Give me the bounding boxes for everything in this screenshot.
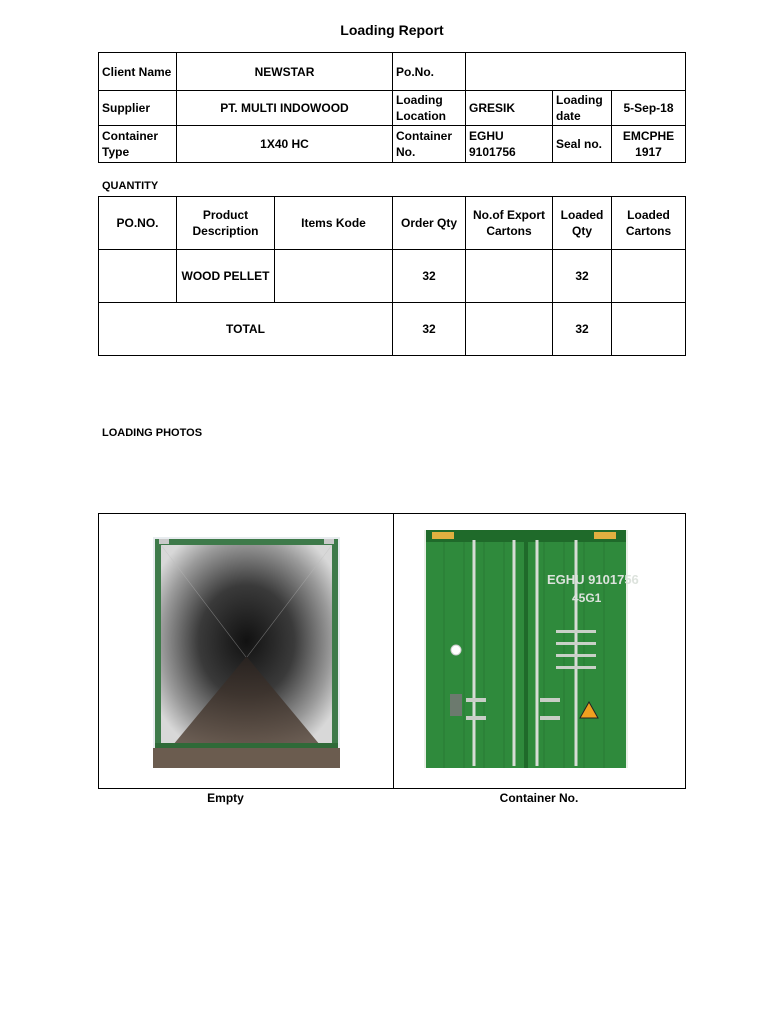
container-type-label: Container Type xyxy=(99,126,177,163)
row-product: WOOD PELLET xyxy=(177,250,275,303)
header-po-no: PO.NO. xyxy=(99,197,177,250)
header-loaded-qty: Loaded Qty xyxy=(553,197,612,250)
row-order-qty: 32 xyxy=(393,250,466,303)
container-marking-code: 45G1 xyxy=(572,591,602,605)
total-loaded-qty: 32 xyxy=(553,303,612,356)
supplier-label: Supplier xyxy=(99,91,177,126)
row-items-kode xyxy=(275,250,393,303)
header-export-cartons: No.of Export Cartons xyxy=(466,197,553,250)
container-no-label: Container No. xyxy=(393,126,466,163)
quantity-section-label: QUANTITY xyxy=(102,180,159,192)
loading-date-label: Loading date xyxy=(553,91,612,126)
client-name-value: NEWSTAR xyxy=(177,53,393,91)
container-marking-number: EGHU 9101756 xyxy=(547,572,639,587)
seal-no-label: Seal no. xyxy=(553,126,612,163)
quantity-table xyxy=(98,196,686,356)
loading-date-value: 5-Sep-18 xyxy=(612,91,686,126)
row-loaded-cartons xyxy=(612,250,686,303)
po-no-label: Po.No. xyxy=(393,53,466,91)
container-no-caption: Container No. xyxy=(499,791,579,805)
header-order-qty: Order Qty xyxy=(393,197,466,250)
loading-photos-label: LOADING PHOTOS xyxy=(102,427,203,439)
info-table xyxy=(98,52,686,163)
header-loaded-cartons: Loaded Cartons xyxy=(612,197,686,250)
supplier-value: PT. MULTI INDOWOOD xyxy=(177,91,393,126)
total-label: TOTAL xyxy=(99,303,393,356)
po-no-value xyxy=(466,53,686,91)
container-no-value: EGHU 9101756 xyxy=(466,126,553,163)
loading-location-label: Loading Location xyxy=(393,91,466,126)
total-loaded-cartons xyxy=(612,303,686,356)
header-product-description: Product Description xyxy=(177,197,275,250)
total-order-qty: 32 xyxy=(393,303,466,356)
header-items-kode: Items Kode xyxy=(275,197,393,250)
container-type-value: 1X40 HC xyxy=(177,126,393,163)
row-po-no xyxy=(99,250,177,303)
client-name-label: Client Name xyxy=(99,53,177,91)
empty-caption: Empty xyxy=(207,791,244,805)
seal-no-value: EMCPHE 1917 xyxy=(612,126,686,163)
container-doors-photo xyxy=(424,530,639,768)
loading-location-value: GRESIK xyxy=(466,91,553,126)
row-loaded-qty: 32 xyxy=(553,250,612,303)
page-title: Loading Report xyxy=(340,22,444,38)
empty-container-photo xyxy=(153,537,340,768)
row-export-cartons xyxy=(466,250,553,303)
total-export-cartons xyxy=(466,303,553,356)
